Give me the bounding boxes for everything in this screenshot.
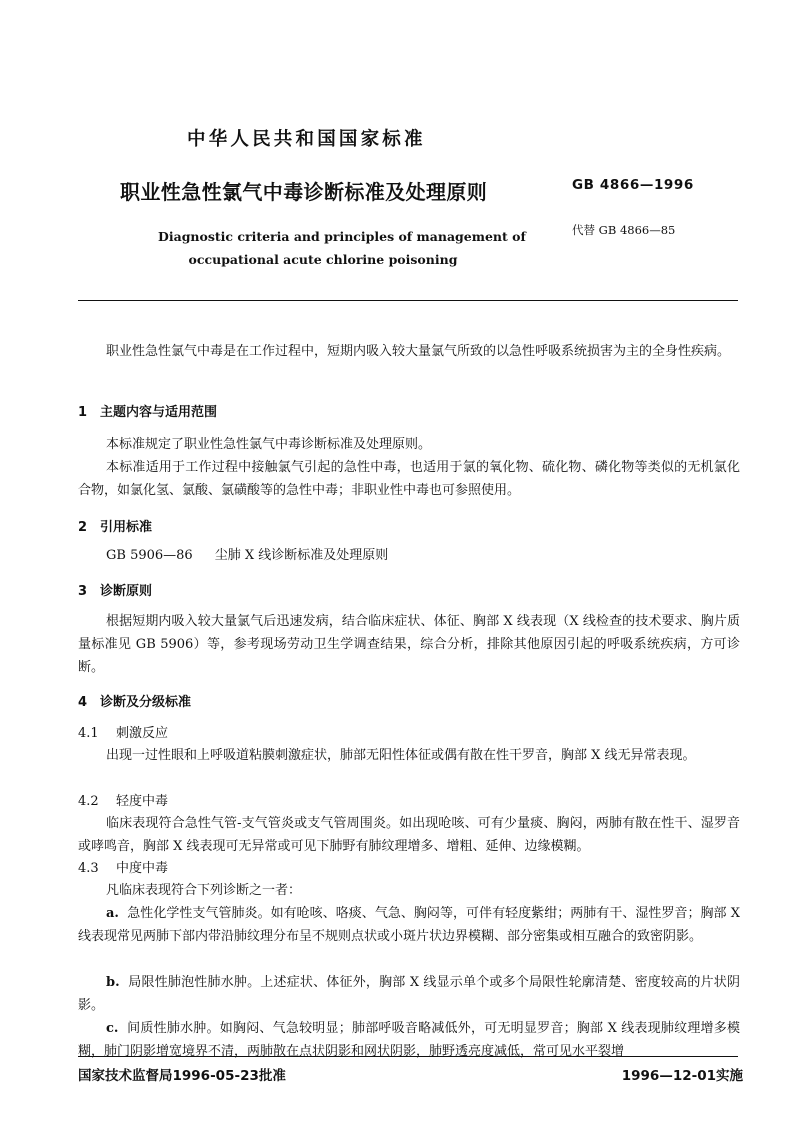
subsection-number: 4.2 bbox=[78, 794, 99, 809]
section-title: 引用标准 bbox=[100, 520, 153, 535]
list-item-label: a. bbox=[106, 906, 119, 921]
reference-entry bbox=[78, 544, 740, 567]
subsection-number: 4.3 bbox=[78, 861, 99, 876]
english-title-line2: occupational acute chlorine poisoning bbox=[188, 252, 458, 267]
subsection-4-2-heading bbox=[78, 790, 168, 809]
section-title: 诊断原则 bbox=[100, 584, 153, 599]
list-item-label: c. bbox=[106, 1021, 119, 1036]
approval-date: 国家技术监督局1996-05-23批准 bbox=[78, 1068, 286, 1084]
list-item-text: 急性化学性支气管肺炎。如有呛咳、咯痰、气急、胸闷等，可伴有轻度紫绀；两肺有干、湿性罗音；胸部 X 线表现常见两肺下部内带沿肺纹理分布呈不规则点状或小斑片状边界模糊、部分密集或相互融合的致密阴影。 bbox=[78, 906, 741, 944]
list-item-a bbox=[78, 902, 740, 948]
document-title: 职业性急性氯气中毒诊断标准及处理原则 bbox=[120, 180, 488, 204]
standard-code: GB 4866—1996 bbox=[572, 177, 694, 193]
effective-date: 1996—12-01实施 bbox=[621, 1068, 743, 1084]
replaces-note: 代替 GB 4866—85 bbox=[572, 223, 676, 237]
section-title: 主题内容与适用范围 bbox=[100, 405, 218, 420]
list-item-b bbox=[78, 971, 740, 1017]
header-divider bbox=[78, 300, 738, 301]
section-3-paragraph: 根据短期内吸入较大量氯气后迅速发病，结合临床症状、体征、胸部 X 线表现（X 线检查的技术要求、胸片质量标准见 GB 5906）等，参考现场劳动卫生学调查结果，综合分析，排除其他原因引起的呼吸系统疾病，方可诊断。 bbox=[78, 614, 740, 675]
subsection-title: 刺激反应 bbox=[116, 726, 169, 741]
section-number: 4 bbox=[78, 695, 88, 710]
section-number: 2 bbox=[78, 520, 88, 535]
reference-title: 尘肺 X 线诊断标准及处理原则 bbox=[214, 548, 389, 563]
section-1-paragraph-1: 本标准规定了职业性急性氯气中毒诊断标准及处理原则。 bbox=[106, 437, 432, 452]
standard-type-title: 中华人民共和国国家标准 bbox=[187, 129, 426, 150]
section-number: 3 bbox=[78, 584, 88, 599]
list-item-text: 局限性肺泡性肺水肿。上述症状、体征外，胸部 X 线显示单个或多个局限性轮廓清楚、密度较高的片状阴影。 bbox=[78, 975, 740, 1013]
subsection-4-3-heading bbox=[78, 857, 168, 876]
footer-divider bbox=[78, 1056, 738, 1057]
subsection-4-1-heading bbox=[78, 722, 168, 741]
subsection-title: 轻度中毒 bbox=[116, 794, 169, 809]
section-3-heading bbox=[78, 580, 152, 599]
section-1-heading bbox=[78, 401, 217, 420]
list-item-text: 间质性肺水肿。如胸闷、气急较明显；肺部呼吸音略减低外，可无明显罗音；胸部 X 线表现肺纹理增多模糊，肺门阴影增宽境界不清，两肺散在点状阴影和网状阴影，肺野透亮度减低，常可见水平裂增 bbox=[78, 1021, 740, 1059]
subsection-4-1-paragraph: 出现一过性眼和上呼吸道粘膜刺激症状，肺部无阳性体征或偶有散在性干罗音，胸部 X 线无异常表现。 bbox=[106, 748, 696, 763]
reference-code: GB 5906—86 bbox=[106, 548, 193, 563]
section-2-heading bbox=[78, 516, 152, 535]
subsection-4-3-intro: 凡临床表现符合下列诊断之一者： bbox=[106, 883, 302, 898]
subsection-number: 4.1 bbox=[78, 726, 99, 741]
subsection-4-2-paragraph: 临床表现符合急性气管-支气管炎或支气管周围炎。如出现呛咳、可有少量痰、胸闷，两肺有散在性干、湿罗音或哮鸣音，胸部 X 线表现可无异常或可见下肺野有肺纹理增多、增粗、延伸、边缘模糊。 bbox=[78, 816, 740, 854]
intro-paragraph: 职业性急性氯气中毒是在工作过程中，短期内吸入较大量氯气所致的以急性呼吸系统损害为主的全身性疾病。 bbox=[106, 344, 731, 359]
list-item-label: b. bbox=[106, 975, 120, 990]
english-title-line1: Diagnostic criteria and principles of management of bbox=[158, 229, 526, 244]
section-title: 诊断及分级标准 bbox=[100, 695, 192, 710]
section-number: 1 bbox=[78, 405, 88, 420]
subsection-title: 中度中毒 bbox=[116, 861, 169, 876]
section-1-paragraph-2: 本标准适用于工作过程中接触氯气引起的急性中毒，也适用于氯的氧化物、硫化物、磷化物等类似的无机氯化合物，如氯化氢、氯酸、氯磺酸等的急性中毒；非职业性中毒也可参照使用。 bbox=[78, 460, 740, 498]
section-4-heading bbox=[78, 691, 191, 710]
